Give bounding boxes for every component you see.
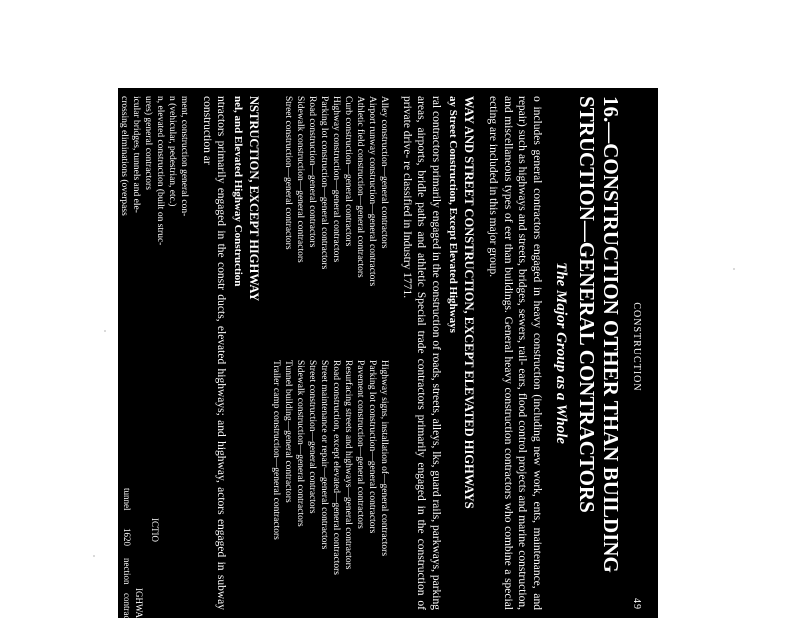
scanned-page [107,88,658,619]
major-group-title: 16.—CONSTRUCTION OTHER THAN BUILDING [599,96,623,573]
list-item: ment, construction general con- [179,96,190,217]
section1-paragraph: ral contractors primarily engaged in the construction of roads, streets, alleys, lks, guard rails, parkways, parking areas, airports, bridle paths and athletic Special trade contractors primarily engaged in the construction of private drive- re classified in Industry 1771. [401,96,442,610]
group-heading: The Major Group as a Whole [553,262,569,444]
list-item: Alley construction—general contractors [379,96,390,249]
running-head [631,96,642,610]
list-item: Tunnel building—general contractors [283,360,294,503]
margin-fragment: 1620 [122,528,132,546]
list-item: Pavement construction—general contractors [355,360,366,529]
list-item: crossing eliminations (overpass [119,96,130,216]
scan-speck [104,330,106,332]
list-item: Road construction, except elevated—general contractors [331,360,342,575]
section2-subheading: nel, and Elevated Highway Construction [232,96,245,287]
list-item: Highway construction—general contractors [331,96,342,263]
margin-fragment: tunnel [122,488,132,511]
list-item: icular bridges, tunnels and ele- [131,96,142,213]
margin-fragment: IGHWA [134,588,144,618]
section1-heading: WAY AND STREET CONSTRUCTION, EXCEPT ELEVATED HIGHWAYS [462,96,476,509]
list-item: Highway signs, installation of—general contractors [379,360,390,557]
list-item: Airport runway construction—general contractors [367,96,378,287]
scan-speck [733,268,735,270]
margin-fragment: auto [110,518,120,534]
list-item: Trailer camp construction—general contractors [271,360,282,540]
list-item: Parking lot construction—general contractors [367,360,378,534]
list-item: Sidewalk construction—general contractors [295,360,306,527]
list-item: n, elevated construction (built on struc- [155,96,166,246]
margin-fragment: contrac [122,593,132,619]
list-item: Resurfacing streets and highways—general contractors [343,360,354,570]
margin-fragment: ICTIO [150,518,160,542]
section1-right-column [270,360,390,610]
list-item: underpass) general contractors [107,96,118,213]
list-item: n (vehicular, pedestrian, etc.) [167,96,178,207]
list-item: Street maintenance or repair—general contractors [319,360,330,550]
section2-heading: NSTRUCTION, EXCEPT HIGHWAY [247,96,262,302]
list-item: Road construction—general contractors [307,96,318,248]
section1-index-columns [270,96,390,610]
list-item: Street construction—general contractors [283,96,294,250]
major-group-subtitle: STRUCTION—GENERAL CONTRACTORS [575,96,599,513]
scan-speck [93,555,95,557]
list-item: Athletic field construction—general contractors [355,96,366,278]
section2-index-column [107,96,190,356]
section1-left-column [270,96,390,346]
list-item: Curb construction—general contractors [343,96,354,247]
list-item: Sidewalk construction—general contractors [295,96,306,263]
section1-subheading: ay Street Construction, Except Elevated Highways [447,96,459,333]
intro-paragraph: o includes general contractors engaged in heavy construction (including new work, ents, maintenance, and repair) such as highways and streets, bridges, sewers, rail- ears, flood control projects and marine construction, and miscellaneous types of eer than buildings. General heavy construction contractors who combine a special ecting are included in this major group. [487,96,543,610]
section2-paragraph: ntractors primarily engaged in the constr ducts, elevated highways; and highway, actors engaged in subway construction ar [201,96,228,610]
margin-fragment: nection [122,558,132,585]
page-number: 49 [631,598,642,610]
list-item: Parking lot construction—general contractors [319,96,330,270]
list-item: ures) general contractors [143,96,154,190]
list-item: Street construction—general contractors [307,360,318,514]
running-head-center: CONSTRUCTION [631,302,642,392]
